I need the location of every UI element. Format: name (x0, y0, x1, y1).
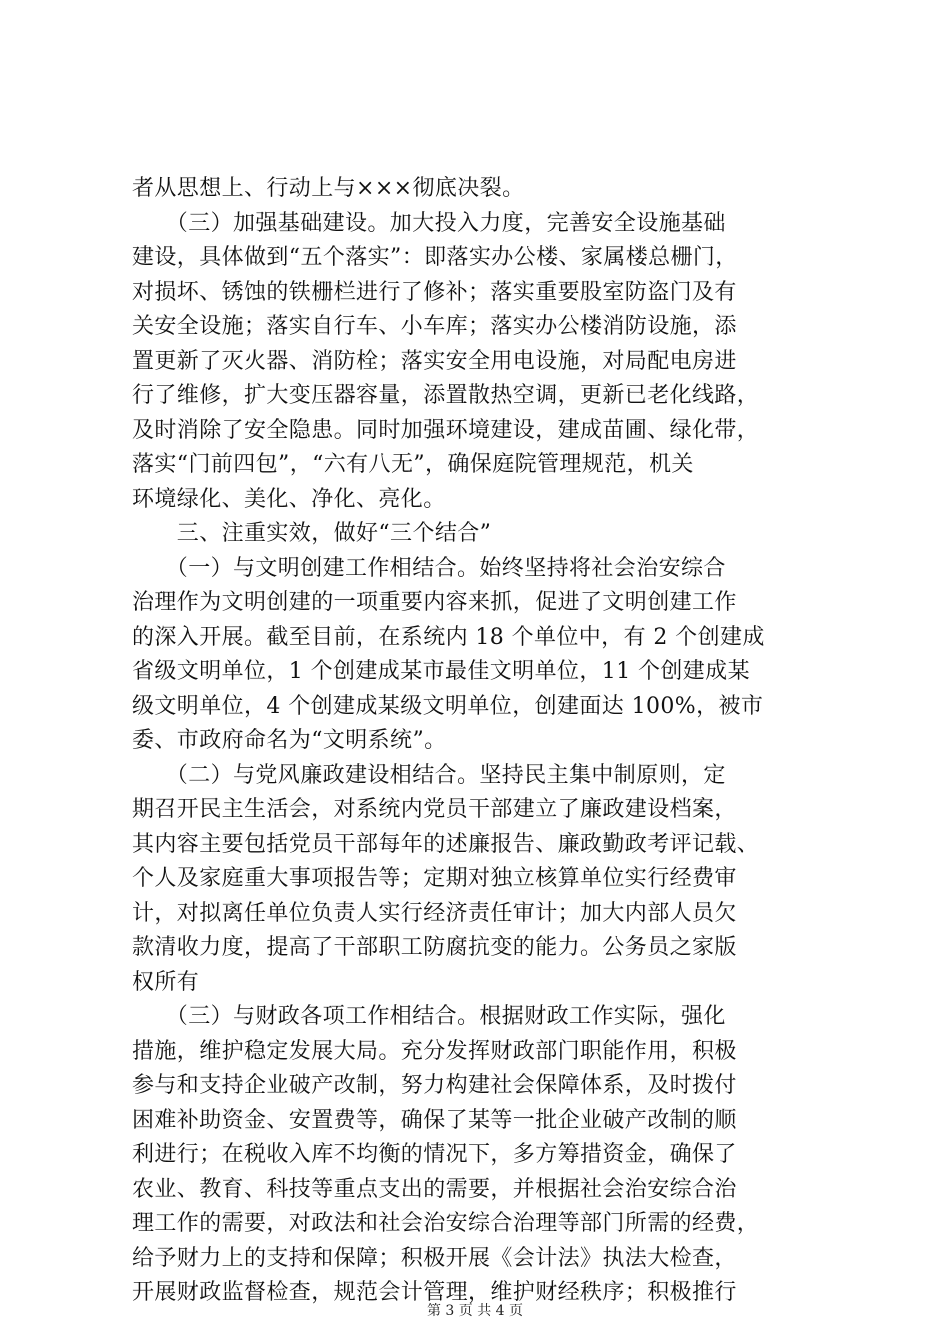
text-line: 困难补助资金、安置费等，确保了某等一批企业破产改制的顺 (132, 1107, 737, 1133)
body-text (132, 172, 832, 1311)
text-line: 落实“门前四包”，“六有八无”，确保庭院管理规范，机关 (132, 452, 694, 477)
text-line: 参与和支持企业破产改制，努力构建社会保障体系，及时拨付 (132, 1073, 737, 1098)
text-line: 个人及家庭重大事项报告等；定期对独立核算单位实行经费审 (132, 866, 737, 891)
text-line: （一）与文明创建工作相结合。始终坚持将社会治安综合 (132, 555, 726, 581)
text-line: 农业、教育、科技等重点支出的需要，并根据社会治安综合治 (132, 1176, 737, 1202)
text-line: 及时消除了安全隐患。同时加强环境建设，建成苗圃、绿化带， (132, 417, 760, 443)
text-line: 权所有 (132, 969, 200, 995)
text-line: 给予财力上的支持和保障；积极开展《会计法》执法大检查， (132, 1245, 737, 1271)
text-line: 开展财政监督检查，规范会计管理，维护财经秩序；积极推行 (132, 1280, 737, 1305)
text-line: 行了维修，扩大变压器容量，添置散热空调，更新已老化线路， (132, 383, 760, 408)
text-line: 款清收力度，提高了干部职工防腐抗变的能力。公务员之家版 (132, 935, 737, 960)
text-line: 对损坏、锈蚀的铁栅栏进行了修补；落实重要股室防盗门及有 (132, 279, 737, 305)
text-line: 环境绿化、美化、净化、亮化。 (132, 486, 446, 512)
text-line: 关安全设施；落实自行车、小车库；落实办公楼消防设施，添 (132, 314, 737, 339)
text-line: 三、注重实效，做好“三个结合” (132, 521, 492, 546)
text-line: 措施，维护稳定发展大局。充分发挥财政部门职能作用，积极 (132, 1038, 737, 1064)
text-line: 置更新了灭火器、消防栓；落实安全用电设施，对局配电房进 (132, 348, 737, 374)
text-line: 省级文明单位，1 个创建成某市最佳文明单位，11 个创建成某 (132, 659, 750, 684)
text-line: 计，对拟离任单位负责人实行经济责任审计；加大内部人员欠 (132, 900, 737, 926)
text-line: 建设，具体做到“五个落实”：即落实办公楼、家属楼总栅门， (132, 245, 738, 270)
text-line: 治理作为文明创建的一项重要内容来抓，促进了文明创建工作 (132, 590, 737, 615)
text-line: （二）与党风廉政建设相结合。坚持民主集中制原则，定 (132, 762, 726, 788)
text-line: 的深入开展。截至目前，在系统内 18 个单位中，有 2 个创建成 (132, 624, 765, 650)
text-line: （三）加强基础建设。加大投入力度，完善安全设施基础 (132, 210, 726, 236)
text-line: 委、市政府命名为“文明系统”。 (132, 728, 447, 753)
text-line: 利进行；在税收入库不均衡的情况下，多方筹措资金，确保了 (132, 1142, 737, 1167)
page-footer: 第 3 页 共 4 页 (426, 1303, 524, 1319)
text-line: 级文明单位，4 个创建成某级文明单位，创建面达 100%，被市 (132, 693, 764, 719)
text-line: （三）与财政各项工作相结合。根据财政工作实际，强化 (132, 1004, 726, 1029)
text-line: 者从思想上、行动上与×××彻底决裂。 (132, 176, 525, 201)
text-line: 理工作的需要，对政法和社会治安综合治理等部门所需的经费， (132, 1211, 760, 1236)
text-line: 期召开民主生活会，对系统内党员干部建立了廉政建设档案， (132, 797, 737, 822)
text-line: 其内容主要包括党员干部每年的述廉报告、廉政勤政考评记载、 (132, 831, 760, 857)
